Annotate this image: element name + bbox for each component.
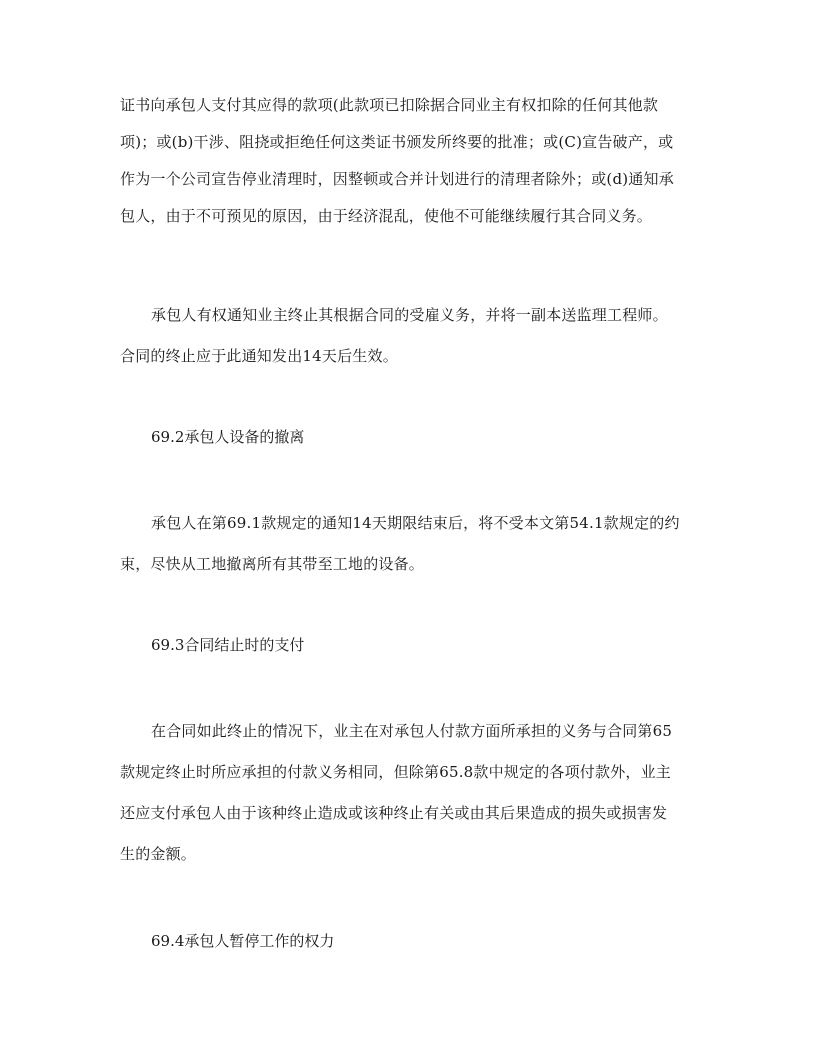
paragraph-termination-notice — [120, 300, 700, 372]
paragraph-equipment-removal — [120, 508, 700, 580]
paragraph-line: 作为一个公司宣告停业清理时，因整顿或合并计划进行的清理者除外；或(d)通知承 — [120, 170, 674, 188]
section-heading-69-4: 69.4承包人暂停工作的权力 — [151, 932, 335, 950]
paragraph-line: 束，尽快从工地撤离所有其带至工地的设备。 — [120, 555, 425, 573]
paragraph-line: 在合同如此终止的情况下，业主在对承包人付款方面所承担的义务与合同第65 — [151, 722, 673, 740]
paragraph-line: 还应支付承包人由于该种终止造成或该种终止有关或由其后果造成的损失或损害发 — [120, 804, 668, 822]
paragraph-line: 合同的终止应于此通知发出14天后生效。 — [120, 347, 398, 365]
paragraph-line: 包人，由于不可预见的原因，由于经济混乱，使他不可能继续履行其合同义务。 — [120, 207, 653, 225]
section-heading-69-3: 69.3合同结止时的支付 — [151, 636, 305, 654]
paragraph-line: 生的金额。 — [120, 845, 197, 863]
paragraph-line: 承包人有权通知业主终止其根据合同的受雇义务，并将一副本送监理工程师。 — [151, 306, 668, 324]
paragraph-termination-grounds — [120, 90, 700, 232]
paragraph-line: 款规定终止时所应承担的付款义务相同，但除第65.8款中规定的各项付款外，业主 — [120, 763, 672, 781]
paragraph-termination-payment — [120, 716, 700, 870]
paragraph-line: 项)；或(b)干涉、阻挠或拒绝任何这类证书颁发所终要的批准；或(C)宣告破产，或 — [120, 133, 674, 151]
paragraph-line: 证书向承包人支付其应得的款项(此款项已扣除据合同业主有权扣除的任何其他款 — [120, 96, 659, 114]
paragraph-line: 承包人在第69.1款规定的通知14天期限结束后，将不受本文第54.1款规定的约 — [151, 514, 680, 532]
section-heading-69-2: 69.2承包人设备的撤离 — [151, 428, 305, 446]
